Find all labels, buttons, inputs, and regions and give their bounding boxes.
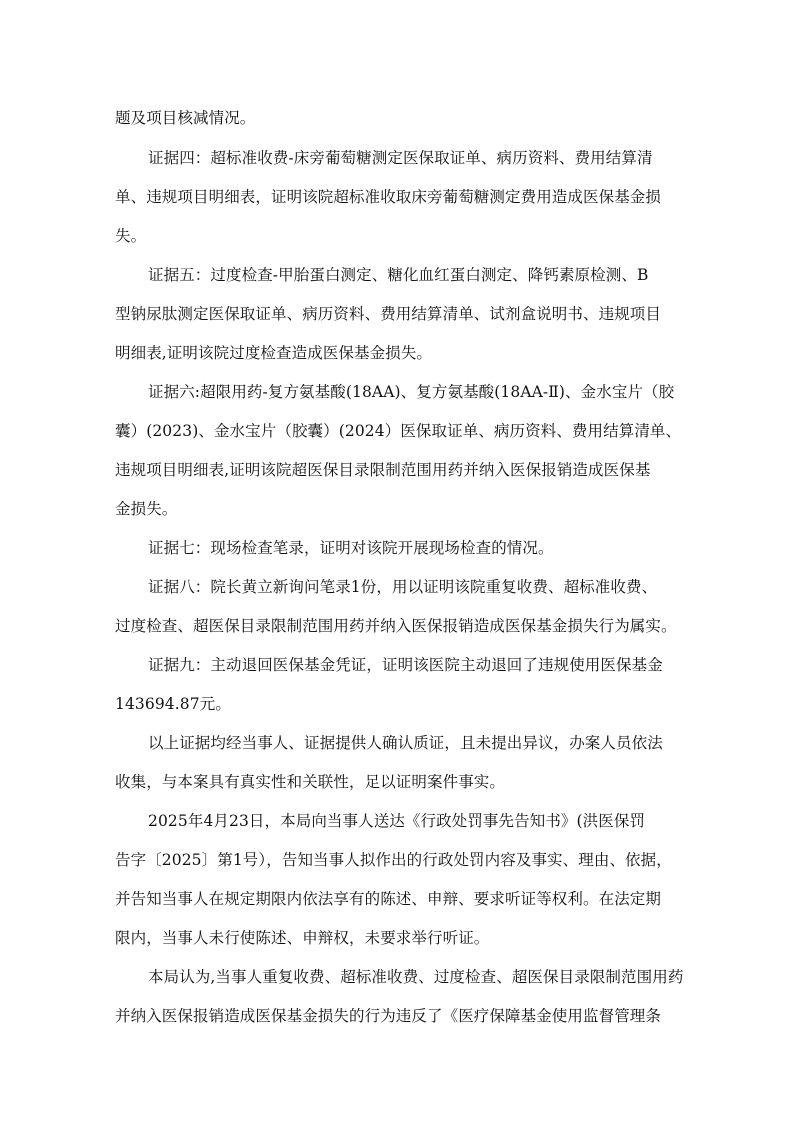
text-line: 失。 [115, 227, 147, 245]
text-line: 过度检查、超医保目录限制范围用药并纳入医保报销造成医保基金损失行为属实。 [115, 617, 677, 635]
text-line: 证据七：现场检查笔录，证明对该院开展现场检查的情况。 [148, 539, 554, 557]
text-line: 明细表,证明该院过度检查造成医保基金损失。 [115, 344, 433, 362]
text-line: 限内，当事人未行使陈述、申辩权，未要求举行听证。 [115, 929, 490, 947]
text-line: 单、违规项目明细表，证明该院超标准收取床旁葡萄糖测定费用造成医保基金损 [115, 188, 662, 206]
text-line: 证据八：院长黄立新询问笔录1份，用以证明该院重复收费、超标准收费、 [148, 578, 658, 596]
text-line: 告字〔2025〕第1号），告知当事人拟作出的行政处罚内容及事实、理由、依据， [115, 851, 672, 869]
text-line: 本局认为,当事人重复收费、超标准收费、过度检查、超医保目录限制范围用药 [148, 968, 684, 986]
text-line: 证据九：主动退回医保基金凭证，证明该医院主动退回了违规使用医保基金 [148, 656, 663, 674]
text-line: 并纳入医保报销造成医保基金损失的行为违反了《医疗保障基金使用监督管理条 [115, 1007, 662, 1025]
text-line: 证据四：超标准收费-床旁葡萄糖测定医保取证单、病历资料、费用结算清 [148, 149, 653, 167]
text-line: 金损失。 [115, 500, 178, 518]
text-line: 并告知当事人在规定期限内依法享有的陈述、申辩、要求听证等权利。在法定期 [115, 890, 662, 908]
text-line: 证据六:超限用药-复方氨基酸(18AA)、复方氨基酸(18AA-Ⅱ)、金水宝片（胶 [148, 383, 675, 401]
text-line: 以上证据均经当事人、证据提供人确认质证，且未提出异议，办案人员依法 [148, 734, 663, 752]
text-line: 143694.87元。 [115, 695, 231, 713]
text-line: 收集，与本案具有真实性和关联性，足以证明案件事实。 [115, 773, 506, 791]
text-line: 题及项目核减情况。 [115, 109, 256, 127]
text-line: 型钠尿肽测定医保取证单、病历资料、费用结算清单、试剂盒说明书、违规项目 [115, 305, 662, 323]
text-line: 违规项目明细表,证明该院超医保目录限制范围用药并纳入医保报销造成医保基 [115, 461, 651, 479]
text-line: 证据五：过度检查-甲胎蛋白测定、糖化血红蛋白测定、降钙素原检测、B [148, 266, 649, 284]
text-line: 囊）(2023)、金水宝片（胶囊）(2024）医保取证单、病历资料、费用结算清单、 [115, 422, 682, 440]
text-line: 2025年4月23日，本局向当事人送达《行政处罚事先告知书》(洪医保罚 [148, 812, 646, 830]
